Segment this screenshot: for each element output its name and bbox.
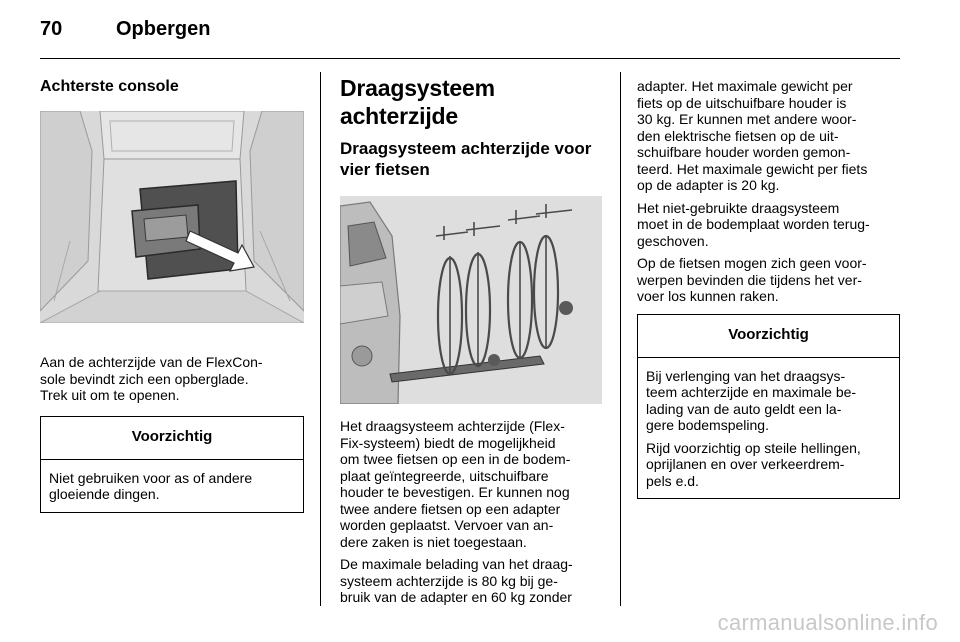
- caution-text-line: teem achterzijde en maximale be-: [646, 384, 857, 400]
- console-drawer-drawing: [40, 111, 304, 323]
- unused-carrier-line: moet in de bodemplaat worden terug-: [637, 216, 870, 232]
- caution-text-line: Niet gebruiken voor as of andere: [49, 469, 253, 486]
- section-heading-rear-console: Achterste console: [40, 78, 179, 95]
- column-right: [637, 78, 900, 499]
- console-drawer-illustration: [40, 111, 304, 323]
- page-number: 70: [40, 18, 63, 40]
- caution-title: Voorzichtig: [638, 315, 899, 358]
- rear-console-text-line: sole bevindt zich een opberglade.: [40, 370, 249, 387]
- weights-paragraph-line: op de adapter is 20 kg.: [637, 177, 780, 193]
- bike-carrier-drawing: [340, 196, 602, 404]
- caution-box: [637, 314, 900, 500]
- weights-paragraph-line: den elektrische fietsen op de uit-: [637, 127, 839, 144]
- weights-paragraph-line: teerd. Het maximale gewicht per fiets: [637, 160, 868, 177]
- loose-objects-line: werpen bevinden die tijdens het ver-: [637, 271, 862, 288]
- carrier-paragraph-2-line: De maximale belading van het draag-: [340, 556, 573, 572]
- caution-box: [40, 416, 304, 513]
- loose-objects-line: Op de fietsen mogen zich geen voor-: [637, 255, 867, 271]
- column-left: [40, 72, 304, 513]
- caution-text-line: Bij verlenging van het draagsys-: [646, 367, 846, 384]
- caution-body: [41, 460, 303, 512]
- header-divider: [40, 58, 900, 59]
- loose-objects-line: voer los kunnen raken.: [637, 288, 779, 304]
- caution-text-line: gere bodemspeling.: [646, 417, 769, 433]
- caution-title: Voorzichtig: [41, 417, 303, 460]
- carrier-paragraph-2-line: systeem achterzijde is 80 kg bij ge-: [340, 572, 558, 589]
- weights-paragraph-line: fiets op de uitschuifbare houder is: [637, 94, 847, 111]
- weights-paragraph-line: 30 kg. Er kunnen met andere woor-: [637, 111, 857, 127]
- bike-carrier-illustration: [340, 196, 602, 404]
- carrier-paragraph-1-line: plaat geïntegreerde, uitschuifbare: [340, 467, 549, 484]
- weights-paragraph-line: adapter. Het maximale gewicht per: [637, 78, 853, 94]
- carrier-paragraph-1-line: dere zaken is niet toegestaan.: [340, 533, 527, 550]
- caution-text-line: lading van de auto geldt een la-: [646, 400, 842, 417]
- carrier-paragraph-1-line: worden geplaatst. Vervoer van an-: [340, 517, 554, 533]
- caution-body: [638, 358, 899, 499]
- weights-paragraph-line: schuifbare houder worden gemon-: [637, 144, 851, 160]
- caution-text-line: gloeiende dingen.: [49, 486, 160, 502]
- column-middle: [340, 72, 602, 606]
- rear-console-text-line: Trek uit om te openen.: [40, 387, 180, 403]
- section-heading-rear-carrier: Draagsysteem achterzijde: [340, 75, 495, 129]
- carrier-paragraph-1-line: houder te bevestigen. Er kunnen nog: [340, 484, 570, 500]
- carrier-paragraph-1-line: twee andere fietsen op een adapter: [340, 500, 561, 517]
- subheading-line: Draagsysteem achterzijde voor: [340, 139, 592, 158]
- unused-carrier-line: geschoven.: [637, 232, 709, 249]
- column-divider-2: [620, 72, 621, 606]
- carrier-paragraph-2-line: bruik van de adapter en 60 kg zonder: [340, 589, 572, 605]
- carrier-paragraph-1-line: Het draagsysteem achterzijde (Flex-: [340, 418, 565, 434]
- watermark: carmanualsonline.info: [717, 610, 938, 635]
- page-title: Opbergen: [116, 18, 211, 40]
- carrier-paragraph-1-line: Fix-systeem) biedt de mogelijkheid: [340, 434, 556, 451]
- caution-text-line: oprijlanen en over verkeerdrem-: [646, 456, 845, 472]
- caution-text-line: pels e.d.: [646, 472, 699, 489]
- rear-console-text-line: Aan de achterzijde van de FlexCon-: [40, 354, 263, 370]
- carrier-paragraph-1-line: om twee fietsen op een in de bodem-: [340, 451, 571, 467]
- unused-carrier-line: Het niet-gebruikte draagsysteem: [637, 199, 840, 216]
- column-divider-1: [320, 72, 321, 606]
- subheading-line: vier fietsen: [340, 160, 430, 179]
- caution-text-line: Rijd voorzichtig op steile hellingen,: [646, 439, 861, 456]
